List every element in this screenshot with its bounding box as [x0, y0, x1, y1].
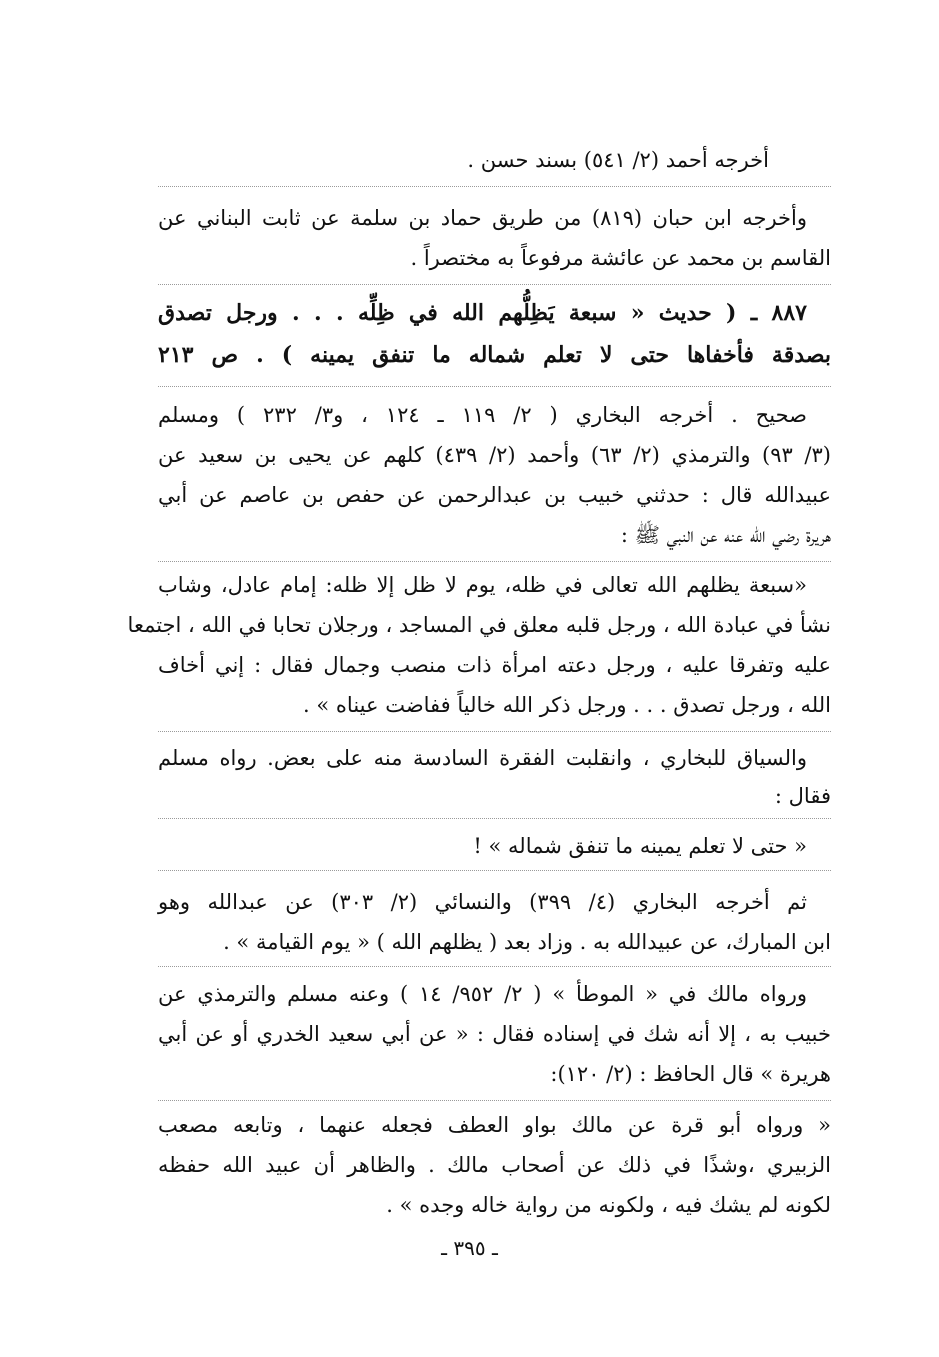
- paragraph-divider: [158, 284, 831, 285]
- paragraph-divider: [158, 561, 831, 562]
- page-number: ـ ٣٩٥ ـ: [441, 1236, 498, 1260]
- quote-line-3: عليه وتفرقا عليه ، ورجل دعته امرأة ذات منصب وجمال فقال : إني أخاف: [158, 653, 831, 677]
- paragraph-divider: [158, 966, 831, 967]
- text-line-12: ورواه مالك في « الموطأ » ( ٢/ ٩٥٢/ ١٤ ) وعنه مسلم والترمذي عن: [158, 982, 807, 1006]
- text-line-4: صحيح . أخرجه البخاري ( ٢/ ١١٩ ـ ١٢٤ ، و٣/ ٢٣٢ ) ومسلم: [158, 403, 807, 427]
- text-line-3: القاسم بن محمد عن عائشة مرفوعاً به مختصراً .: [410, 246, 831, 270]
- hadith-heading-line-1: ٨٨٧ ـ ( حديث « سبعة يَظِلُّهم الله في ظِلِّه . . . ورجل تصدق: [158, 300, 807, 326]
- text-line-14: هريرة » قال الحافظ : (٢/ ١٢٠):: [550, 1062, 831, 1086]
- text-line-8: والسياق للبخاري ، وانقلبت الفقرة السادسة منه على بعض. رواه مسلم: [158, 746, 807, 770]
- quote-line-8: لكونه لم يشك فيه ، ولكونه من رواية خاله وجده » .: [386, 1193, 831, 1217]
- text-line-7: هريرة رضي الله عنه عن النبي ﷺ :: [620, 523, 831, 547]
- quote-line-2: نشأ في عبادة الله ، ورجل قلبه معلق في المساجد ، ورجلان تحابا في الله ، اجتمعا: [127, 613, 831, 637]
- paragraph-divider: [158, 818, 831, 819]
- text-line-11: ابن المبارك، عن عبيدالله به . وزاد بعد ( يظلهم الله ) « يوم القيامة » .: [223, 930, 831, 954]
- quote-line-5: « حتى لا تعلم يمينه ما تنفق شماله » !: [473, 834, 807, 858]
- paragraph-divider: [158, 386, 831, 387]
- text-line-10: ثم أخرجه البخاري (٤/ ٣٩٩) والنسائي (٢/ ٣٠٣) عن عبدالله وهو: [158, 890, 807, 914]
- text-line-5: (٣/ ٩٣) والترمذي (٢/ ٦٣) وأحمد (٢/ ٤٣٩) كلهم عن يحيى بن سعيد عن: [158, 443, 831, 467]
- hadith-heading-line-2: بصدقة فأخفاها حتى لا تعلم شماله ما تنفق يمينه ) . ص ٢١٣: [158, 342, 831, 368]
- quote-line-7: الزبيري ،وشذًا في ذلك عن أصحاب مالك . والظاهر أن عبيد الله حفظه: [158, 1153, 831, 1177]
- text-line-6: عبيدالله قال : حدثني خبيب بن عبدالرحمن عن حفص بن عاصم عن أبي: [158, 483, 831, 507]
- text-line-1: أخرجه أحمد (٢/ ٥٤١) بسند حسن .: [467, 148, 769, 172]
- paragraph-divider: [158, 731, 831, 732]
- quote-line-6: « ورواه أبو قرة عن مالك بواو العطف فجعله عنهما ، وتابعه مصعب: [158, 1113, 831, 1137]
- quote-line-4: الله ، ورجل تصدق . . . ورجل ذكر الله خالياً ففاضت عيناه » .: [303, 693, 831, 717]
- text-line-2: وأخرجه ابن حبان (٨١٩) من طريق حماد بن سلمة عن ثابت البناني عن: [158, 206, 807, 230]
- paragraph-divider: [158, 186, 831, 187]
- quote-line-1: «سبعة يظلهم الله تعالى في ظله، يوم لا ظل إلا ظله: إمام عادل، وشاب: [158, 573, 807, 597]
- paragraph-divider: [158, 1100, 831, 1101]
- text-line-9: فقال :: [774, 784, 831, 808]
- text-line-13: خبيب به ، إلا أنه شك في إسناده فقال : « عن أبي سعيد الخدري أو عن أبي: [158, 1022, 831, 1046]
- paragraph-divider: [158, 870, 831, 871]
